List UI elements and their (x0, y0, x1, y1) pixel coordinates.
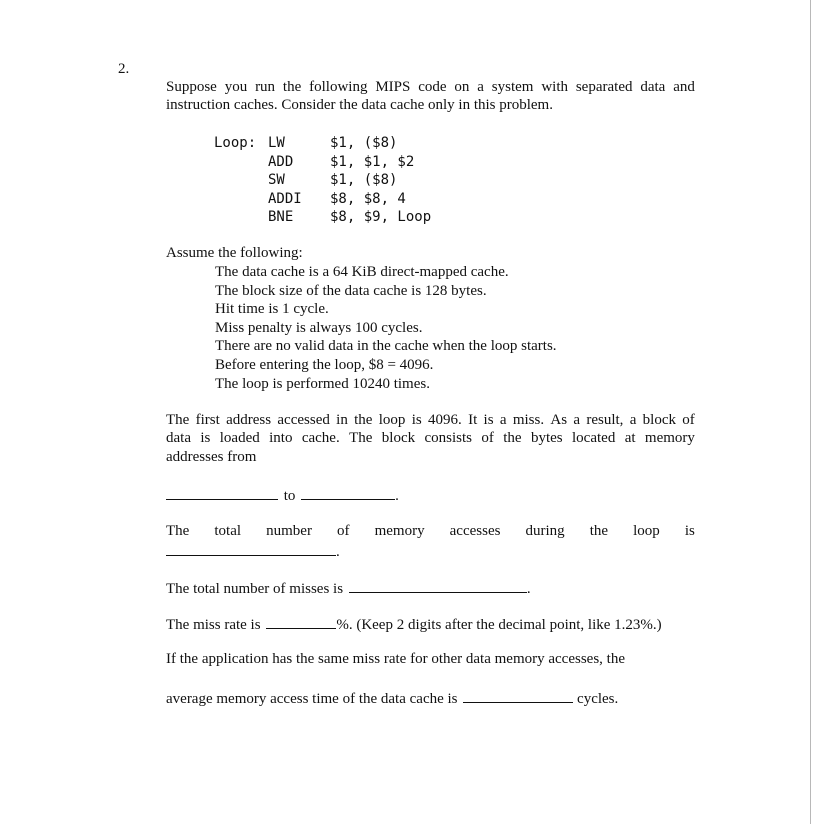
first-address-word: accessed (277, 412, 330, 428)
first-address-word: miss. (512, 412, 545, 428)
first-address-word: loaded (219, 430, 260, 446)
assumption-item: Hit time is 1 cycle. (215, 301, 329, 318)
instruction-op: LW (268, 135, 285, 151)
total-accesses-answer (166, 541, 340, 561)
assumption-item: There are no valid data in the cache when the loop starts. (215, 338, 557, 355)
amat-label: average memory access time of the data cache is (166, 691, 458, 707)
intro-word: Suppose (166, 79, 217, 95)
first-address-word: block (642, 412, 676, 428)
intro-word: a (477, 79, 484, 95)
first-address-word: a (573, 412, 581, 428)
problem-number: 2. (118, 61, 130, 77)
intro-word: with (541, 79, 568, 95)
first-address-word: block (381, 430, 416, 446)
intro-word: on (454, 79, 470, 95)
assumption-item: Before entering the loop, $8 = 4096. (215, 357, 434, 373)
intro-word: the (282, 79, 302, 95)
amat-line-1: If the application has the same miss rate for other data memory accesses, the (166, 651, 625, 667)
range-start-blank[interactable] (166, 485, 278, 500)
first-address-word: of (481, 430, 494, 446)
total-accesses-line (166, 523, 695, 540)
total-misses-label: The total number of misses is (166, 581, 344, 597)
first-address-word: data (166, 430, 191, 446)
total-misses-period: . (526, 581, 531, 597)
range-end-blank[interactable] (301, 485, 395, 500)
total-accesses-word: number (266, 523, 312, 539)
total-accesses-word: total (214, 523, 242, 539)
first-address-word: As (550, 412, 568, 428)
intro-word: following (309, 79, 368, 95)
amat-blank[interactable] (463, 688, 573, 703)
amat-unit: cycles. (577, 691, 619, 707)
total-accesses-word: during (525, 523, 565, 539)
total-accesses-blank[interactable] (166, 541, 336, 556)
instruction-op: ADD (268, 153, 294, 170)
first-address-word: first (195, 412, 220, 428)
miss-rate-label: The miss rate is (166, 617, 261, 633)
first-address-word: The (349, 430, 373, 446)
first-address-word: 4096. (428, 412, 462, 428)
instruction-op: ADDI (268, 190, 302, 207)
first-address-word: It (468, 412, 478, 428)
first-address-word: located (572, 430, 616, 446)
first-address-word: at (624, 430, 636, 446)
first-address-word: bytes (530, 430, 563, 446)
first-address-word: result, (586, 412, 624, 428)
first-address-line-3: addresses from (166, 449, 257, 465)
instruction-args: $1, ($8) (330, 172, 398, 188)
total-accesses-word: accesses (449, 523, 501, 539)
intro-word: run (255, 79, 276, 95)
instruction-args: $8, $9, Loop (330, 209, 432, 225)
first-address-word: a (499, 412, 507, 428)
instruction-args: $1, $1, $2 (330, 153, 415, 170)
intro-word: you (224, 79, 248, 95)
first-address-word: address (226, 412, 272, 428)
instruction-op: BNE (268, 209, 294, 225)
first-address-word: of (682, 412, 695, 428)
address-range-question (166, 485, 399, 505)
intro-line-2: instruction caches. Consider the data cache only in this problem. (166, 97, 553, 113)
intro-word: system (491, 79, 534, 95)
miss-rate-suffix: %. (Keep 2 digits after the decimal point, like 1.23%.) (336, 617, 662, 633)
miss-rate-question (166, 614, 662, 634)
first-address-word: cache. (301, 430, 340, 446)
page-edge-divider (810, 0, 811, 824)
total-accesses-word: of (337, 523, 350, 539)
assumption-item: Miss penalty is always 100 cycles. (215, 319, 423, 336)
first-address-word: The (166, 412, 190, 428)
total-accesses-word: loop (633, 523, 660, 539)
total-accesses-word: the (589, 523, 609, 539)
first-address-word: memory (644, 430, 695, 446)
assumption-item: The loop is performed 10240 times. (215, 375, 430, 392)
first-address-line-2 (166, 430, 695, 447)
first-address-word: the (354, 412, 373, 428)
intro-word: code (418, 79, 447, 95)
total-accesses-word: memory (374, 523, 425, 539)
amat-question (166, 688, 618, 708)
first-address-word: consists (424, 430, 473, 446)
total-accesses-word: The (166, 523, 190, 539)
total-accesses-word: is (684, 523, 695, 539)
assumptions-heading: Assume the following: (166, 245, 303, 261)
assumption-item: The block size of the data cache is 128 bytes. (215, 282, 487, 299)
first-address-word: a (629, 412, 637, 428)
instruction-args: $8, $8, 4 (330, 190, 406, 207)
first-address-word: is (483, 412, 494, 428)
first-address-word: in (336, 412, 348, 428)
intro-line-1 (166, 79, 695, 96)
total-misses-question (166, 578, 531, 598)
intro-word: data (640, 79, 666, 95)
first-address-word: is (200, 430, 211, 446)
loop-label: Loop: (214, 135, 257, 151)
range-to-label: to (283, 488, 296, 504)
intro-word: separated (575, 79, 633, 95)
instruction-args: $1, ($8) (330, 135, 398, 151)
intro-word: and (673, 79, 695, 95)
intro-word: MIPS (375, 79, 411, 95)
first-address-word: is (411, 412, 422, 428)
first-address-line-1 (166, 412, 695, 429)
first-address-word: the (503, 430, 522, 446)
total-misses-blank[interactable] (349, 578, 527, 593)
instruction-op: SW (268, 172, 285, 188)
miss-rate-blank[interactable] (266, 614, 336, 629)
total-accesses-period: . (336, 544, 340, 560)
assumption-item: The data cache is a 64 KiB direct-mapped cache. (215, 264, 509, 280)
first-address-word: into (269, 430, 293, 446)
range-period: . (395, 488, 399, 504)
first-address-word: loop (378, 412, 406, 428)
